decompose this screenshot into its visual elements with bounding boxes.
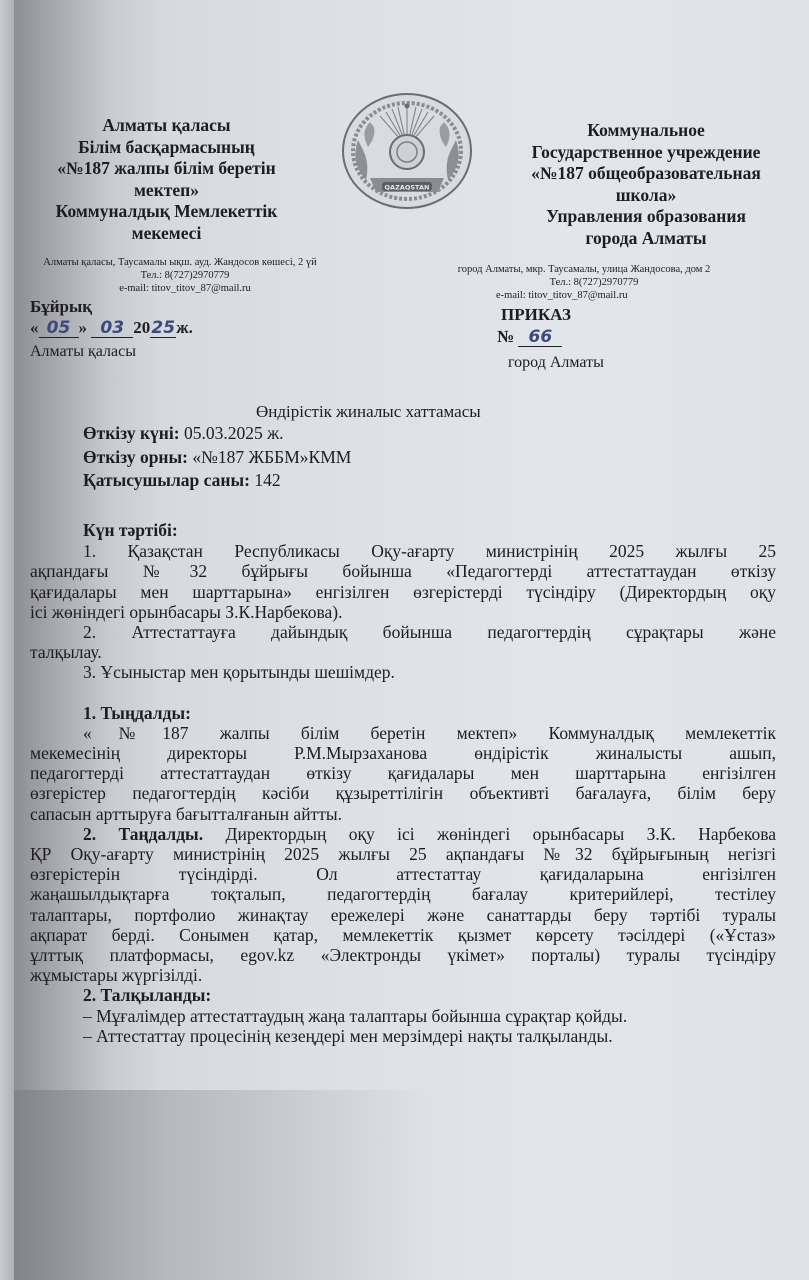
order-label-ru: ПРИКАЗ: [501, 305, 571, 324]
protocol-title: Өндірістік жиналыс хаттамасы: [256, 402, 481, 421]
document-page: [14, 0, 809, 1280]
header-kz: [24, 115, 309, 244]
state-emblem: [340, 92, 474, 210]
year-unit: ж.: [176, 318, 193, 337]
header-kz-contacts: [30, 256, 330, 295]
date-label: Өткізу күні:: [83, 423, 180, 443]
year-prefix: 20: [133, 318, 151, 337]
header-ru-line: Коммунальное: [587, 120, 705, 140]
ru-address: город Алматы, мкр. Таусамалы, улица Жандосова, дом 2: [457, 264, 711, 275]
order-month: 03: [91, 319, 133, 338]
discussed-list: [30, 1006, 776, 1046]
kz-address: Алматы қаласы, Таусамалы ықш. ауд. Жандосов көшесі, 2 үй: [43, 257, 317, 268]
listened-text: «№187 жалпы білім беретін мектеп» Коммуналдық мемлекеттік мекемесінің директоры Р.М.Мырзаханова өндірістік жиналысты ашып, педагогтерді аттестаттаудан өткізу қағидалары мен шарттарына енгізілген өзгерістер педагогтердің кәсіби құзыреттілігін объективті бағалауға, білім беру сапасын арттыруға бағытталғанын айтты.: [30, 722, 776, 824]
header-kz-line: мектеп»: [134, 179, 199, 200]
open-quote: «: [30, 318, 39, 337]
header-kz-line: Білім басқармасының: [78, 136, 255, 157]
place-label: Өткізу орны:: [83, 446, 188, 467]
emblem-caption: QAZAQSTAN: [384, 183, 430, 192]
order-number-ru: [497, 327, 562, 347]
agenda-item-1: 1. Қазақстан Республикасы Оқу-ағарту министрінің 2025 жылғы 25 ақпандағы №32 бұйрығы бойынша «Педагогтерді аттестаттаудан өткізу қағидалары мен шарттарына» енгізілген өзгерістерді түсіндіру (Директордың оқу ісі жөніндегі орынбасары З.К.Нарбекова).: [30, 541, 776, 622]
participants-value: 142: [249, 470, 281, 490]
order-label-kz: Бұйрық: [30, 297, 93, 316]
selected-heading: 2. Таңдалды.: [83, 823, 204, 844]
participants-label: Қатысушылар саны:: [83, 470, 250, 490]
header-kz-line: «№187 жалпы білім беретін: [57, 158, 276, 178]
order-city-ru: город Алматы: [508, 354, 604, 371]
document-body: [30, 520, 776, 1046]
date-value: 05.03.2025 ж.: [179, 423, 284, 443]
header-kz-line: Алматы қаласы: [102, 115, 231, 135]
close-quote: »: [78, 318, 87, 337]
year-suffix: 25: [151, 318, 176, 338]
agenda-item-3: 3. Ұсыныстар мен қорытынды шешімдер.: [83, 662, 395, 683]
participants: [83, 469, 351, 493]
ru-email: e-mail: titov_titov_87@mail.ru: [496, 290, 628, 301]
meeting-date: [83, 422, 351, 446]
agenda-heading: Күн тәртібі:: [83, 520, 178, 540]
place-value: «№187 ЖББМ»КММ: [188, 446, 352, 467]
kz-email: e-mail: titov_titov_87@mail.ru: [119, 283, 251, 294]
header-ru-line: школа»: [615, 184, 677, 205]
selected-text: 2. Таңдалды. Директордың оқу ісі жөніндегі орынбасары З.К. Нарбекова ҚР Оқу-ағарту министрінің 2025 жылғы 25 ақпандағы №32 бұйрығының негізгі өзгерістерін түсіндірді. Ол аттестаттау қағидаларына енгізілген жаңашылдықтарға тоқталып, педагогтердің бағалау критерийлері, тестілеу талаптары, портфолио жинақтау ережелері және санаттарды беру тәртібі туралы ақпарат берді. Сонымен қатар, мемлекеттік қызмет көрсету тәсілдері («Ұстаз» ұлттық платформасы, egov.kz «Электронды үкімет» порталы) туралы түсіндіру жұмыстары жүргізілді.: [30, 823, 776, 986]
kazakhstan-emblem-icon: [340, 92, 474, 210]
discussed-item: – Аттестаттау процесінің кезеңдері мен мерзімдері нақты талқыланды.: [83, 1025, 613, 1046]
order-day: 05: [39, 319, 79, 338]
number-sign: №: [497, 327, 515, 346]
page-edge: [0, 0, 14, 1280]
header-ru-contacts: [424, 263, 744, 302]
order-date-kz: [30, 318, 193, 338]
header-ru-line: города Алматы: [585, 227, 707, 248]
meeting-place: [83, 446, 351, 470]
header-ru: [516, 120, 776, 249]
ru-phone: Тел.: 8(727)2970779: [549, 277, 639, 288]
header-ru-line: Управления образования: [546, 206, 746, 226]
header-kz-line: мекемесі: [131, 222, 202, 243]
header-kz-line: Коммуналдық Мемлекеттік: [55, 201, 278, 221]
listened-heading: 1. Тыңдалды:: [83, 702, 191, 723]
order-city-kz: Алматы қаласы: [30, 343, 136, 360]
agenda-item-2: 2. Аттестаттауға дайындық бойынша педагогтердің сұрақтары және талқылау.: [30, 622, 776, 663]
discussed-heading: 2. Талқыланды:: [83, 985, 212, 1006]
header-ru-line: «№187 общеобразовательная: [531, 163, 761, 183]
discussed-item: – Мұғалімдер аттестаттаудың жаңа талаптары бойынша сұрақтар қойды.: [83, 1005, 628, 1026]
order-number: 66: [518, 328, 562, 347]
header-ru-line: Государственное учреждение: [531, 141, 761, 162]
protocol-meta: [83, 422, 351, 493]
kz-phone: Тел.: 8(727)2970779: [140, 270, 230, 281]
